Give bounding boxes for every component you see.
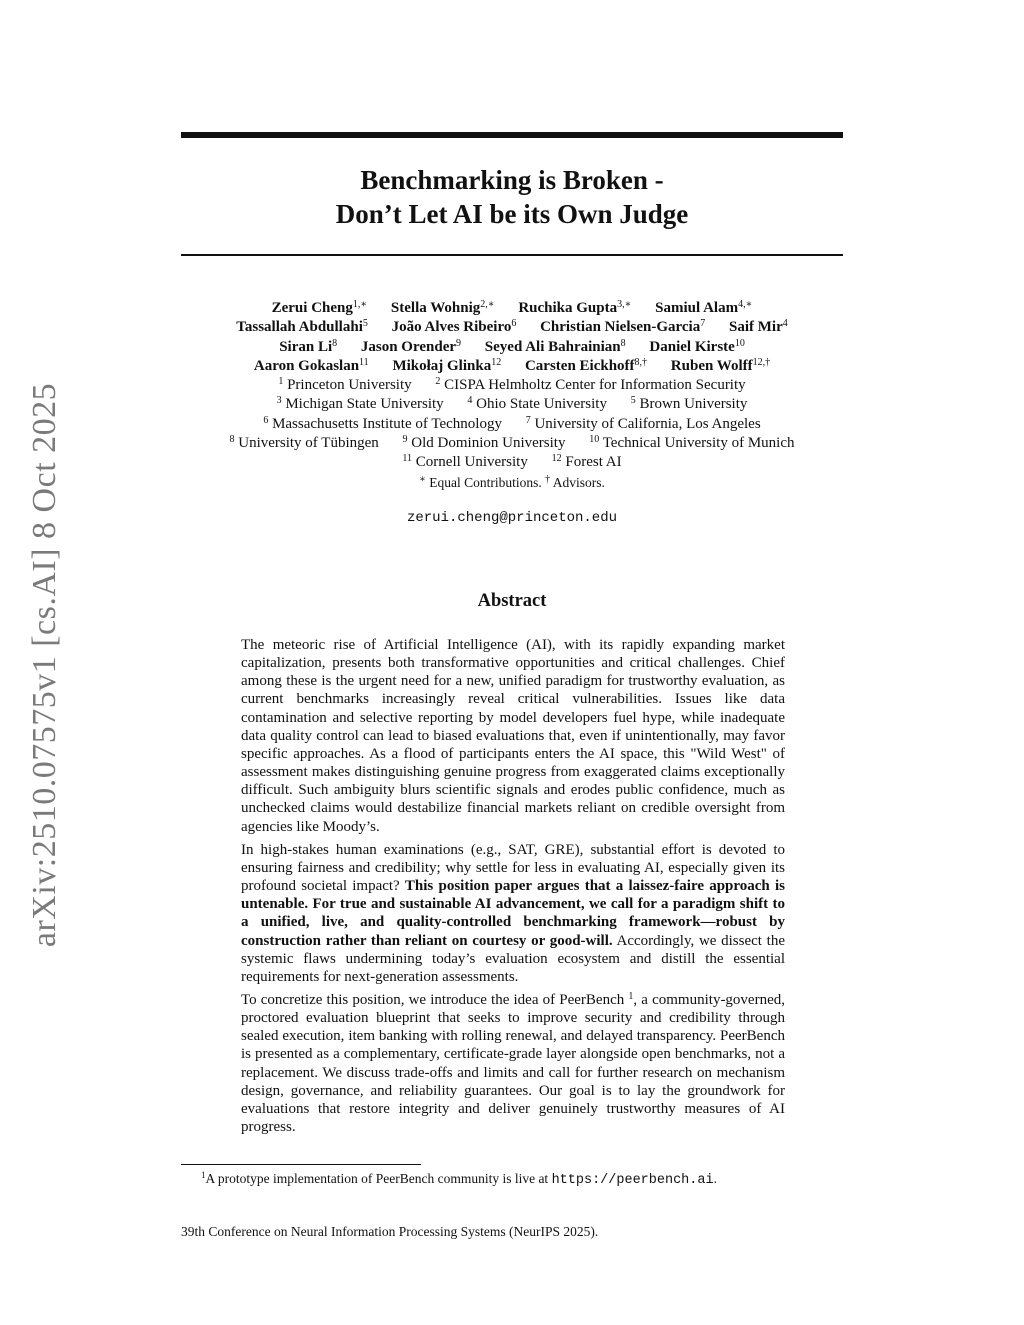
footnote-link[interactable]: https://peerbench.ai [551, 1173, 714, 1188]
venue-note: 39th Conference on Neural Information Processing Systems (NeurIPS 2025). [181, 1224, 599, 1239]
author-name: Jason Orender$^9$ [360, 337, 462, 355]
author-line [181, 338, 843, 357]
author-name: Saif Mir$^4$ [728, 318, 788, 336]
author-name: Ruben Wolff$^{12,\dagger}$ [670, 356, 771, 374]
abstract-paragraph: In high-stakes human examinations (e.g., SAT, GRE), substantial effort is devoted to ensuring fairness and credibility; why settle for less in evaluating AI, especially given its profound societal impact? This position paper argues that a laissez-faire approach is untenable. For true and sustainable AI advancement, we call for a paradigm shift to a unified, live, and quality-controlled benchmarking framework—robust by construction rather than reliant on courtesy or good-will. Accordingly, we dissect the systemic flaws undermining today’s evaluation ecosystem and distill the essential requirements for next-generation assessments. [241, 841, 785, 985]
abstract-heading: Abstract [477, 591, 547, 611]
title-line-2: Don’t Let AI be its Own Judge [335, 199, 689, 229]
title-line-1: Benchmarking is Broken - [360, 165, 664, 195]
affiliation-line [181, 415, 843, 434]
abstract-paragraph: The meteoric rise of Artificial Intelligence (AI), with its rapidly expanding market capitalization, presents both transformative opportunities and critical challenges. Chief among these is the urgent need for a new, unified paradigm for trustworthy evaluation, as current benchmarks increasingly reveal critical vulnerabilities. Issues like data contamination and selective reporting by model developers fuel hype, while inadequate data quality control can lead to biased evaluations that, even if unintentionally, may favor specific approaches. As a flood of participants enters the AI space, this "Wild West" of assessment makes distinguishing genuine progress from exaggerated claims exceptionally difficult. Such ambiguity blurs scientific signals and erodes public confidence, much as unchecked claims would destabilize financial markets reliant on credible oversight from agencies like Moody’s. [241, 637, 785, 835]
title-bottom-rule [181, 254, 843, 256]
contact-email: zerui.cheng@princeton.edu [406, 510, 618, 526]
title-top-rule [181, 132, 843, 138]
affiliation: $^9$ Old Dominion University [402, 434, 566, 452]
affiliation-line [181, 395, 843, 414]
footnote: $^1$A prototype implementation of PeerBench community is live at https://peerbench.ai. [201, 1170, 717, 1188]
author-name: Christian Nielsen-Garcia$^7$ [540, 318, 706, 336]
affiliation-line [181, 376, 843, 395]
author-name: João Alves Ribeiro$^6$ [391, 318, 517, 336]
author-name: Ruchika Gupta$^{3,∗}$ [518, 299, 632, 316]
footnote-rule [181, 1164, 421, 1165]
author-name: Siran Li$^8$ [279, 337, 338, 355]
author-block [181, 299, 843, 492]
affiliation: $^8$ University of Tübingen [229, 434, 379, 452]
affiliation-line [181, 453, 843, 472]
affiliation: $^{12}$ Forest AI [551, 453, 622, 471]
affiliation: $^{11}$ Cornell University [402, 453, 528, 471]
contributions-note: ∗ Equal Contributions. † Advisors. [419, 473, 605, 490]
author-line [181, 357, 843, 376]
author-line [181, 299, 843, 318]
paper-title [181, 163, 843, 231]
affiliation: $^3$ Michigan State University [276, 395, 444, 413]
abstract-body [241, 636, 785, 1141]
affiliation-line [181, 434, 843, 453]
affiliation: $^7$ University of California, Los Angeles [525, 414, 761, 432]
affiliation: $^2$ CISPA Helmholtz Center for Information Security [435, 376, 746, 394]
author-name: Aaron Gokaslan$^{11}$ [253, 356, 369, 374]
affiliation: $^5$ Brown University [630, 395, 748, 413]
author-name: Daniel Kirste$^{10}$ [649, 337, 745, 355]
author-name: Seyed Ali Bahrainian$^8$ [484, 337, 626, 355]
author-name: Stella Wohnig$^{2,∗}$ [390, 299, 495, 316]
author-line [181, 318, 843, 337]
author-name: Mikołaj Glinka$^{12}$ [392, 356, 502, 374]
author-name: Samiul Alam$^{4,∗}$ [655, 299, 753, 316]
affiliation: $^{10}$ Technical University of Munich [589, 434, 795, 452]
arxiv-identifier-stamp: arXiv:2510.07575v1 [cs.AI] 8 Oct 2025 [26, 382, 63, 948]
affiliation: $^4$ Ohio State University [467, 395, 607, 413]
author-name: Carsten Eickhoff$^{8,\dagger}$ [524, 356, 648, 374]
author-name: Tassallah Abdullahi$^5$ [236, 318, 368, 336]
abstract-paragraph: To concretize this position, we introduce the idea of PeerBench $^1$, a community-governed, proctored evaluation blueprint that seeks to improve security and credibility through sealed execution, item banking with rolling renewal, and delayed transparency. PeerBench is presented as a complementary, certificate-grade layer alongside open benchmarks, not a replacement. We discuss trade-offs and limits and call for further research on mechanism design, governance, and reliability guarantees. Our goal is to lay the groundwork for evaluations that restore integrity and deliver genuinely trustworthy measures of AI progress. [241, 990, 785, 1136]
affiliation: $^1$ Princeton University [278, 376, 412, 394]
affiliation: $^6$ Massachusetts Institute of Technology [263, 414, 502, 432]
author-name: Zerui Cheng$^{1,∗}$ [271, 299, 368, 316]
